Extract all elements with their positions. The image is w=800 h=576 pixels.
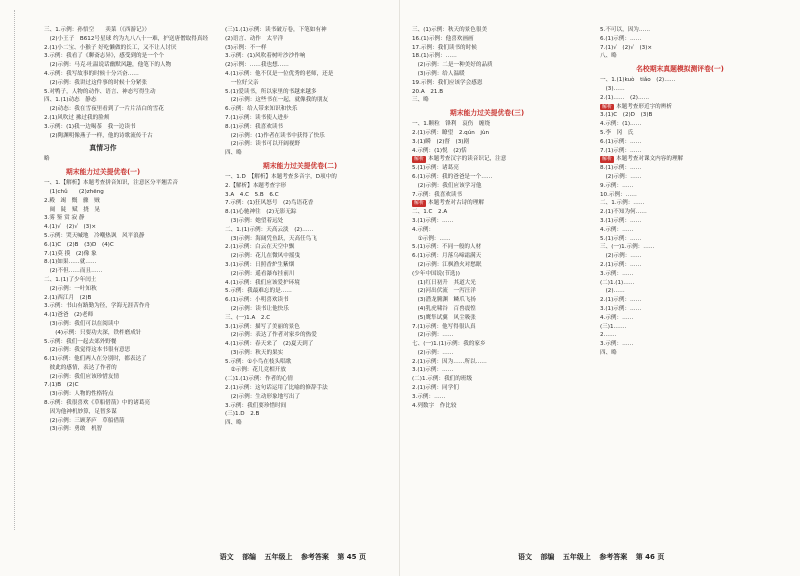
answer-line: 3.示例：(1)我一边喝茶 我一边读书 bbox=[44, 123, 136, 130]
answer-line: 一位好父亲 bbox=[225, 79, 259, 86]
analysis-tag: 解析 bbox=[414, 200, 425, 207]
answer-line: 2.(1)示例：瞭望 2.qún jùn bbox=[412, 129, 490, 136]
answer-line: (2)示例：二是一种美好的品质 bbox=[412, 62, 493, 69]
answer-line: 3.(1)示例：…… bbox=[412, 217, 454, 224]
answer-line: 6.(1)示例：小明喜欢读书 bbox=[225, 297, 289, 304]
footer-title: 参考答案 bbox=[300, 553, 329, 561]
answer-line: 2.(1)示例：…… bbox=[600, 297, 642, 304]
answer-line: (少年中国说(节选)) bbox=[412, 270, 460, 277]
answer-line: 一、1.(1)kuò tiǎo (2)…… bbox=[600, 77, 676, 84]
answer-line: 8.(1)如果……就…… bbox=[44, 259, 97, 266]
answer-line: (二)1.(1)示例：作者的心情 bbox=[225, 376, 293, 383]
answer-line: 20.A 21.B bbox=[412, 88, 444, 95]
answer-line: (5)鹰隼试翼 风尘吸张 bbox=[412, 314, 476, 321]
left-column-2 bbox=[225, 26, 375, 546]
answer-line: 三、1.示例：孙悟空 卖菜（《西游记》） bbox=[44, 27, 151, 33]
analysis-tag: 解析 bbox=[414, 156, 425, 163]
answer-line: (2)小王子 B612号星球 约为九八八十一难，护送唐僧取得真经 bbox=[44, 35, 209, 42]
answer-line: (1)chǔ (2)zhēng bbox=[44, 188, 104, 195]
answer-line: 3.(1)示例：…… bbox=[600, 217, 642, 224]
answer-line: (3)示例：秋天的果实 bbox=[225, 349, 284, 356]
answer-line: 四、1.(1)动态 静态 bbox=[44, 97, 97, 104]
answer-line: 4.(1)爸爸 (2)老师 bbox=[44, 312, 94, 319]
answer-line: (2)河出伏流 一泻汪洋 bbox=[412, 288, 476, 295]
answer-line: 5.(1)示例：诸葛亮 bbox=[412, 165, 459, 172]
answer-line: (2)动态：我在雪夜里看到了一片片洁白的雪花 bbox=[44, 106, 164, 113]
answer-line: (3)示例：给人温暖 bbox=[412, 70, 465, 77]
answer-line: (3)潜龙腾渊 鳞爪飞扬 bbox=[412, 297, 476, 304]
answer-line: 2.(1)示例：因为……所以…… bbox=[412, 358, 487, 365]
answer-line: 二、1.(1)示例：天高云淡 (2)…… bbox=[225, 226, 314, 233]
answer-line: 2.(1)小二宝、小猴子 好吃懒做的长工，又不让人讨厌 bbox=[44, 44, 177, 51]
answer-line: (2)示例：我觉得这本书很有意思 bbox=[44, 347, 131, 354]
answer-line: 4.(1)示例：他不仅是一位优秀的老师，还是 bbox=[225, 70, 334, 77]
footer-subject: 语文 bbox=[219, 553, 234, 561]
answer-line: 3.(1)瞬 (2)督 (3)剧 bbox=[412, 138, 470, 145]
analysis-line: 解析 本题考查对课文内容的理解 bbox=[602, 156, 684, 163]
section-heading: 期末能力过关提优卷(二) bbox=[262, 161, 338, 170]
answer-line: 二、1.C 2.A bbox=[412, 209, 448, 216]
answer-line: 一、1.颗粒 锋利 哀伤 缠绕 bbox=[412, 121, 491, 128]
answer-line: 四、略 bbox=[225, 420, 242, 427]
answer-line: (2)…… bbox=[600, 288, 625, 295]
answer-line: 6.示例：给人带来知识和快乐 bbox=[225, 106, 298, 113]
answer-line: 一、1.D 【解析】本题考查多音字，D项中的 bbox=[225, 173, 337, 180]
answer-line: 2.(1)示例：…… bbox=[600, 261, 642, 268]
answer-line: 10.示例：…… bbox=[600, 191, 637, 198]
answer-line: 三、(1)示例：秋天的景色很美 bbox=[412, 27, 488, 33]
answer-line: 6.(1)C (2)B (3)D (4)C bbox=[44, 241, 114, 248]
answer-line: (2)示例：…… bbox=[412, 349, 454, 356]
footer-page-number: 第 46 页 bbox=[635, 553, 665, 561]
answer-line: 5.示例：我最难忘的是…… bbox=[225, 288, 292, 295]
answer-line: 9.示例：…… bbox=[600, 182, 634, 189]
answer-line: 6.(1)示例：…… bbox=[600, 35, 642, 42]
analysis-tag: 解析 bbox=[602, 103, 613, 110]
answer-line: 8.(1)示例：我喜欢读书 bbox=[225, 123, 284, 130]
answer-line: (2)示例：…… bbox=[600, 253, 642, 260]
answer-line: (2)示例：三顾茅庐 草船借箭 bbox=[44, 417, 125, 424]
answer-line: (2)示例：我们应该珍惜友情 bbox=[44, 373, 120, 380]
answer-line: (二)1.(1)…… bbox=[600, 279, 635, 286]
answer-line: (2)示例：生动形象地写出了 bbox=[225, 393, 301, 400]
answer-line: (3)…… bbox=[600, 85, 625, 92]
answer-line: 7.(1)示例：读书使人进步 bbox=[225, 114, 289, 121]
answer-line: 4.示例：我写故事的时候十分兴奋…… bbox=[44, 70, 139, 77]
answer-line: 17.示例：我们读书的时候 bbox=[412, 44, 477, 51]
answer-line: 3.示例：…… bbox=[412, 393, 446, 400]
answer-line: (3)示例：我们可以在阅读中 bbox=[44, 320, 120, 327]
footer-grade: 五年级上 bbox=[562, 553, 591, 561]
answer-line: (2)示例：我们应该学习他 bbox=[412, 182, 482, 189]
answer-line: (2)语言、动作 太平洋 bbox=[225, 35, 284, 42]
answer-line: (4)示例：只要功夫深，铁杵磨成针 bbox=[44, 329, 142, 336]
analysis-line: 解析 本题考查形近字的辨析 bbox=[602, 103, 672, 110]
answer-line: 2.(1)示例：同学们 bbox=[412, 385, 459, 392]
answer-line: 6.(1)示例：他们两人在分别时，都表达了 bbox=[44, 356, 147, 363]
answer-line: 四、略 bbox=[600, 349, 617, 356]
answer-line: 5.示例：哭天喊地 冷嘲热讽 风平浪静 bbox=[44, 232, 145, 239]
answer-line: (1)红日初升 其道大光 bbox=[412, 279, 476, 286]
answer-line: 七、(一)1.(1)示例：我的家乡 bbox=[412, 341, 486, 348]
answer-line: 2.(1)…… (2)…… bbox=[600, 94, 650, 101]
answer-line: (三)1.(1)示例：读书破万卷，下笔如有神 bbox=[225, 27, 327, 33]
answer-line: 4.(1)示例：我们应该爱护环境 bbox=[225, 279, 300, 286]
answer-line: 18.(1)示例：…… bbox=[412, 53, 457, 60]
answer-line: 3.示例：…… bbox=[600, 341, 634, 348]
answer-line: (2)不但……而且…… bbox=[44, 268, 103, 275]
footer-edition: 部编 bbox=[242, 553, 257, 561]
right-footer bbox=[518, 552, 670, 562]
answer-line: (3)示例：人物的性格特点 bbox=[44, 391, 114, 398]
answer-line: 一、1.【解析】本题考查拼音知识，注意区分平翘舌音 bbox=[44, 180, 178, 187]
answer-line: (2)示例：(1)作者在读书中获得了快乐 bbox=[225, 132, 325, 139]
answer-line: (2)示例：…… bbox=[412, 332, 454, 339]
answer-line: (2)示例：花儿在微风中摇曳 bbox=[225, 253, 301, 260]
answer-line: 6.(1)示例：我的爸爸是一个…… bbox=[412, 173, 493, 180]
answer-line: (二)1.示例：我们的班级 bbox=[412, 376, 473, 383]
answer-line: (2)示例：…… bbox=[600, 173, 642, 180]
answer-line: (3)示例：她望着远处 bbox=[225, 217, 284, 224]
footer-subject: 语文 bbox=[518, 553, 532, 561]
answer-line: (2)示例：马克·吐温说话幽默风趣，他笔下的人物 bbox=[44, 62, 172, 69]
answer-line: 2.(1)西江月 (2)B bbox=[44, 294, 92, 301]
right-page bbox=[400, 0, 800, 576]
answer-line: 7.(1)√ (2)√ (3)× bbox=[600, 44, 653, 51]
answer-line: 5.(1)示例：…… bbox=[600, 235, 642, 242]
answer-line: 4.列数字 作比较 bbox=[412, 402, 457, 409]
answer-line: 6.(1)示例：…… bbox=[600, 138, 642, 145]
right-column-1 bbox=[412, 26, 562, 546]
answer-line: 三、(一)1.示例：…… bbox=[600, 244, 655, 251]
answer-line: 4.(1)示例：春天来了 (2)夏天到了 bbox=[225, 341, 314, 348]
answer-line: 四、略 bbox=[225, 150, 242, 157]
answer-line: ①示例：…… bbox=[412, 235, 451, 242]
answer-line: (2)示例：我讲过这件事的时候十分紧张 bbox=[44, 79, 148, 86]
binding-dots bbox=[14, 10, 16, 530]
footer-edition: 部编 bbox=[540, 553, 555, 561]
answer-line: 4.示例：(1)悦 (2)恬 bbox=[412, 147, 467, 154]
section-heading: 名校期末真题模拟测评卷(一) bbox=[636, 65, 724, 74]
answer-line: (3)示例：勇敢 机智 bbox=[44, 426, 103, 433]
answer-line: 2.(1)示例：白云在天空中飘 bbox=[225, 244, 295, 251]
answer-line: 7.(1)示例：他写得很认真 bbox=[412, 323, 476, 330]
answer-line: 3.(1)示例：…… bbox=[600, 305, 642, 312]
section-heading: 真情习作 bbox=[89, 144, 117, 153]
answer-line: 7.(1)B (2)C bbox=[44, 382, 79, 389]
answer-line: 3.(1)示例：…… bbox=[412, 367, 454, 374]
answer-line: 4.示例：…… bbox=[600, 314, 634, 321]
answer-line: 2.(1)风吹过 拂过我的脸颊 bbox=[44, 114, 110, 121]
answer-line: 3.示例：我们要珍惜时间 bbox=[225, 402, 287, 409]
answer-line: 阔 陡 赋 挠 晃 bbox=[44, 206, 100, 213]
answer-line: 3.(1)示例：日照香炉生紫烟 bbox=[225, 261, 295, 268]
answer-line: 19.示例：我们应该学会感恩 bbox=[412, 79, 483, 86]
answer-line: (三)1.…… bbox=[600, 323, 627, 330]
answer-line: 2.殿 竭 慨 骤 贼 bbox=[44, 197, 100, 204]
answer-line: (2)示例：遥看瀑布挂前川 bbox=[225, 270, 295, 277]
answer-line: (2)示例：表达了作者对家乡的热爱 bbox=[225, 332, 317, 339]
analysis-tag: 解析 bbox=[602, 156, 613, 163]
answer-line: 八、略 bbox=[600, 53, 617, 60]
answer-line: (3)示例：海阔凭鱼跃，天高任鸟飞 bbox=[225, 235, 317, 242]
answer-line: 三、略 bbox=[412, 97, 429, 104]
answer-line: 5.示例：我们一起去郊外野餐 bbox=[44, 338, 117, 345]
footer-grade: 五年级上 bbox=[264, 553, 293, 561]
answer-line: 7.(1)示例：…… bbox=[600, 147, 642, 154]
answer-line: 2.…… bbox=[600, 332, 617, 339]
section-heading: 期末能力过关提优卷(一) bbox=[65, 168, 141, 177]
left-footer bbox=[220, 552, 372, 562]
answer-line: 2.(1)示例：这句话运用了比喻的修辞手法 bbox=[225, 385, 328, 392]
answer-line: (4)乳虎啸谷 百兽震惶 bbox=[412, 305, 476, 312]
answer-line: 3.雾 鉴 赏 寂 静 bbox=[44, 215, 85, 222]
answer-line: 4.示例：…… bbox=[600, 226, 634, 233]
answer-line: (三)1.D 2.B bbox=[225, 411, 260, 418]
footer-page-number: 第 45 页 bbox=[337, 553, 366, 561]
answer-line: 4.示例：(1)…… bbox=[600, 121, 642, 128]
answer-line: 5.对鸭子，人物的动作、语言、神态写得生动 bbox=[44, 88, 156, 95]
answer-line: 二、1.(1)了少年闰土 bbox=[44, 276, 97, 283]
section-heading: 期末能力过关提优卷(三) bbox=[449, 109, 525, 118]
answer-line: (2)示例：江枫渔火对愁眠 bbox=[412, 261, 482, 268]
answer-line: 5.(1)爱读书，所以家里的书越来越多 bbox=[225, 88, 317, 95]
answer-line: 3.示例：…… bbox=[600, 270, 634, 277]
answer-line: 7.示例：我喜欢读书 bbox=[412, 191, 463, 198]
answer-line: (2)示例：读书让他快乐 bbox=[225, 305, 289, 312]
answer-line: 7.(1)莫 摸 (2)像 象 bbox=[44, 250, 97, 257]
answer-line: 7.示例：(1)狂风怒号 (2)鸟语花香 bbox=[225, 200, 314, 207]
analysis-line: 解析 本题考查对古诗的理解 bbox=[414, 200, 484, 207]
answer-line: (3)示例：不一样 bbox=[225, 44, 267, 51]
answer-line: ②示例：花儿竞相开放 bbox=[225, 367, 286, 374]
answer-line: 略 bbox=[44, 156, 50, 163]
answer-line: 4.(1)√ (2)√ (3)× bbox=[44, 224, 97, 231]
answer-line: 2.【解析】本题考查字形 bbox=[225, 182, 287, 189]
answer-line: (2)示例：读书可以开阔视野 bbox=[225, 141, 301, 148]
left-column-1 bbox=[44, 26, 209, 546]
answer-line: 5.不可以，因为…… bbox=[600, 27, 651, 33]
answer-line: 彼此的感情，表达了作者的 bbox=[44, 364, 117, 371]
answer-line: 因为他神机妙算，足智多谋 bbox=[44, 408, 117, 415]
answer-line: 5.李 冈 氏 bbox=[600, 129, 634, 136]
right-column-2 bbox=[600, 26, 760, 546]
answer-line: 2.(1)不知为何…… bbox=[600, 209, 647, 216]
answer-line: (2)陶渊明像燕子一样，他的诗歌流传千古 bbox=[44, 132, 153, 139]
analysis-line: 解析 本题考查汉字的读音识记，注意 bbox=[414, 156, 507, 163]
answer-line: 3.示例：我看了《聊斋志异》，感受到的是一个个 bbox=[44, 53, 165, 60]
answer-line: 5.示例：①小鸟在枝头唱歌 bbox=[225, 358, 292, 365]
answer-line: 3.(1)示例：描写了美丽的景色 bbox=[225, 323, 300, 330]
answer-line: (2)示例：这些书在一起，就像我的朋友 bbox=[225, 97, 329, 104]
footer-title: 参考答案 bbox=[599, 553, 628, 561]
answer-line: 8.(1)示例：…… bbox=[600, 165, 642, 172]
answer-line: (2)示例：……我也想…… bbox=[225, 62, 289, 69]
answer-line: 二、1.示例：…… bbox=[600, 200, 645, 207]
answer-line: 5.(1)示例：不同一般的人材 bbox=[412, 244, 482, 251]
answer-line: 6.(1)示例：月落乌啼霜满天 bbox=[412, 253, 482, 260]
answer-line: 8.示例：我很喜欢《草船借箭》中的诸葛亮 bbox=[44, 400, 151, 407]
answer-line: 三、(一)1.A 2.C bbox=[225, 314, 271, 321]
answer-line: 3.A 4.C 5.B 6.C bbox=[225, 191, 279, 198]
answer-line: 8.(1)心驰神往 (2)无影无踪 bbox=[225, 209, 297, 216]
answer-line: 16.(1)示例：他喜欢画画 bbox=[412, 35, 474, 42]
answer-line: 4.示例： bbox=[412, 226, 435, 233]
answer-line: 3.示例：书山有路勤为径，学海无涯苦作舟 bbox=[44, 303, 151, 310]
answer-line: 3.示例：(1)风吹着树叶沙沙作响 bbox=[225, 53, 306, 60]
answer-line: (2)示例：一叶知秋 bbox=[44, 285, 97, 292]
answer-line: 3.(1)C (2)D (3)B bbox=[600, 112, 653, 119]
